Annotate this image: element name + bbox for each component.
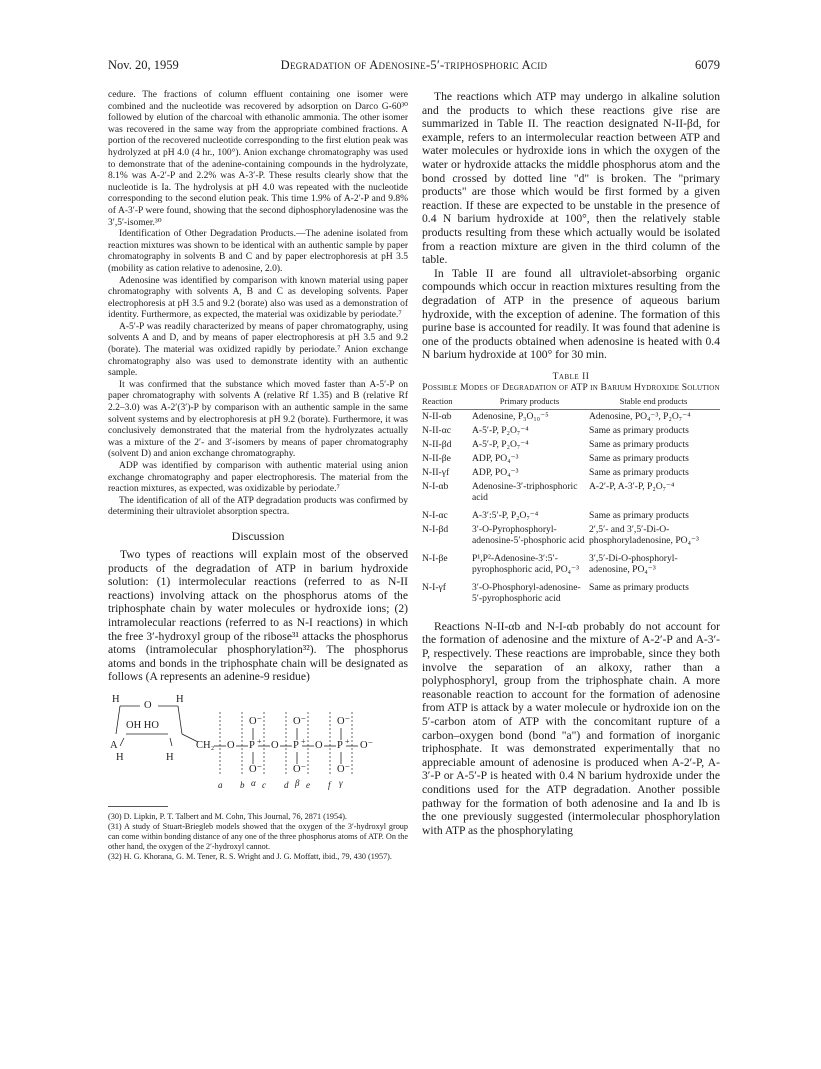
ring-h-bottom-left: H [116,751,124,763]
left-column [108,90,408,862]
cell-primary: 3′-O-Phosphoryl-adenosine-5′-pyrophosphoric acid [472,581,581,604]
bond-label-c: c [262,779,266,790]
cell-reaction: N-I-γf [422,581,446,593]
atom-o1: O [227,739,235,751]
p-beta-charge: + [301,736,306,746]
cell-reaction: N-II-αc [422,424,451,436]
table-row [422,509,720,523]
cell-primary: Adenosine, P₃O₁₀⁻⁵ [472,410,549,422]
cell-primary: A-5′-P, P₂O₇⁻⁴ [472,424,529,436]
gamma-bottom-oxygen: O⁻ [337,763,351,775]
paragraph-a2p-a3p: It was confirmed that the substance which moved faster than A-5′-P on paper chromatography with solvents A (relative Rf 1.35) and B (relative Rf 2.2–3.0) was A-2′(3′)-P by comparison with an authentic sample in the same solvent systems and by electrophoresis at pH 9.2 (borate). Furthermore, it was conclusively demonstrated that the material from the hydrolyzates actually was a mixture of the 2′- and 3′-isomers by means of paper chromatography (solvent D) and anion exchange chromatography. [108,379,408,460]
table-row [422,409,720,424]
footnote-31: (31) A study of Stuart-Briegleb models showed that the oxygen of the 3′-hydroxyl group can come within bonding distance of any one of the three phosphorus atoms of ATP. On the other hand, the oxygen of the 2′-hydroxyl cannot. [108,821,408,851]
beta-top-oxygen: O⁻ [293,715,307,727]
table-title: Table II [552,371,590,382]
header-stable-end-products: Stable end products [589,396,720,410]
footnote-rule [108,806,168,807]
cell-stable: Adenosine, PO₄⁻³, P₂O₇⁻⁴ [589,410,691,422]
atp-structure-diagram [108,688,408,798]
cell-primary: ADP, PO₄⁻³ [472,466,519,478]
table-row [422,581,720,610]
atom-p-alpha: P [249,739,255,751]
cell-stable: A-2′-P, A-3′-P, P₂O₇⁻⁴ [589,480,675,492]
alpha-bottom-oxygen: O⁻ [249,763,263,775]
cell-stable: 2′,5′- and 3′,5′-Di-O-phosphoryladenosine, PO₄⁻³ [589,523,699,546]
cell-stable: Same as primary products [589,466,689,478]
table-row [422,424,720,438]
table-row [422,466,720,480]
paragraph-adenosine: Adenosine was identified by comparison with known material using paper chromatography with solvents A, B and C as developing solvents. Paper electrophoresis at pH 3.5 and 9.2 (borate) also was used as a demonstration of identity. Furthermore, as expected, the material was oxidizable by periodate.⁷ [108,275,408,321]
phosphorus-label-alpha: α [251,777,256,788]
cell-reaction: N-I-βe [422,552,448,564]
beta-bottom-oxygen: O⁻ [293,763,307,775]
degradation-modes-table [422,396,720,610]
atom-p-gamma: P [337,739,343,751]
bond-label-d: d [284,779,289,790]
ring-h-top-right: H [176,693,184,705]
table-row [422,552,720,581]
cell-primary: P¹,P²-Adenosine-3′:5′-pyrophosphoric acid, PO₄⁻³ [472,552,579,575]
ch2-group: CH₂ [196,739,215,751]
ring-h-bottom-right: H [166,751,174,763]
cell-primary: A-5′-P, P₂O₇⁻⁴ [472,438,529,450]
bond-label-a: a [218,779,223,790]
gamma-top-oxygen: O⁻ [337,715,351,727]
paragraph-discussion: Two types of reactions will explain most of the observed products of the degradation of ATP in barium hydroxide solution: (1) intermolecular reactions (referred to as N-II reactions) involving attack on the phosphorus atoms of the triphosphate chain by water molecules or hydroxide ions; (2) intramolecular reactions (referred to as N-I reactions) in which the free 3′-hydroxyl group of the ribose³¹ attacks the phosphorus atoms (intramolecular phosphorylation³²). The phosphorus atoms and bonds in the triphosphate chain will be designated as follows (A represents an adenine-9 residue) [108,547,408,684]
paragraph-procedure: cedure. The fractions of column effluent containing one isomer were combined and the nucleotide was recovered by adsorption on Darco G-60³⁰ followed by elution of the charcoal with ethanolic ammonia. The other isomer was recovered in the same way from the appropriate combined fractions. A portion of the recovered nucleotide corresponding to the first elution peak was hydrolyzed at pH 4.0 (4 hr., 100°). Anion exchange chromatography was used to demonstrate that of the adenine-containing compounds in the hydrolyzate, 8.1% was A-2′-P and 2.2% was A-3′-P. These results clearly show that the nucleotide is Ia. The hydrolysis at pH 4.0 was repeated with the nucleotide corresponding to the second elution peak. This time 1.9% of A-2′-P and 9.8% of A-3′-P were found, showing that the second diphosphoryladenosine was the 3′,5′-isomer.³⁰ [108,90,408,228]
cell-reaction: N-I-αc [422,509,448,521]
cell-primary: 3′-O-Pyrophosphoryl-adenosine-5′-phosphoric acid [472,523,585,546]
table-header-row [422,396,720,410]
cell-reaction: N-II-βe [422,452,451,464]
table-row [422,438,720,452]
alpha-top-oxygen: O⁻ [249,715,263,727]
experimental-text [108,90,408,519]
paragraph-adenosine-formation: Reactions N-II-αb and N-I-αb probably do not account for the formation of adenosine and the mixture of A-2′-P and A-3′-P, respectively. These reactions are improbable, since they both involve the separation of an alkoxy, rather than a polyphosphoryl, group from the triphosphate chain. A more reasonable reaction to account for the formation of adenosine from ATP is attack by a water molecule or hydroxide ion on the 5′-carbon atom of ATP with the concomitant rupture of a carbon–oxygen bond (bond "a") and formation of inorganic triphosphate. It was demonstrated experimentally that no appreciable amount of adenosine is produced when A-2′-P, A-3′-P or A-5′-P is heated with 0.4 N barium hydroxide under the conditions used for the ATP degradation. Another possible pathway for the formation of both adenosine and Ia and Ib is the one previously suggested (intermolecular phosphorylation with ATP as the phosphorylating [422,619,720,837]
cell-primary: Adenosine-3′-triphosphoric acid [472,480,578,503]
atom-p-beta: P [293,739,299,751]
footnote-32: (32) H. G. Khorana, G. M. Tener, R. S. Wright and J. G. Moffatt, ibid., 79, 430 (1957). [108,851,392,861]
header-primary-products: Primary products [472,396,589,410]
header-page-number: 6079 [695,58,720,72]
bond-label-b: b [240,779,245,790]
cell-primary: A-3′:5′-P, P₂O₇⁻⁴ [472,509,539,521]
atom-o2: O [271,739,279,751]
ring-oxygen: O [144,699,152,711]
cell-stable: Same as primary products [589,424,689,436]
p-alpha-charge: + [257,736,262,746]
table-caption: Possible Modes of Degradation of ATP in Barium Hydroxide Solution [422,382,720,393]
paragraph-reactions-summary: The reactions which ATP may undergo in alkaline solution and the products to which these reactions give rise are summarized in Table II. The reaction designated N-II-βd, for example, refers to an intermolecular reaction between ATP and water molecules or hydroxide ions in which the oxygen of the water or hydroxide attacks the middle phosphorus atom and the bond crossed by dotted line "d" is broken. The "primary products" are those which would be first formed by a given reaction. If these are expected to be unstable in the presence of 0.4 N barium hydroxide at 100°, then the relatively stable products resulting from these which actually would be isolated from a reaction mixture are given in the third column of the table. [422,90,720,267]
cell-stable: 3′,5′-Di-O-phosphoryl-adenosine, PO₄⁻³ [589,552,678,575]
section-heading-discussion: Discussion [231,528,285,543]
table-row [422,523,720,552]
paragraph-other-products: Identification of Other Degradation Products.—The adenine isolated from reaction mixtures was shown to be identical with an authentic sample by paper chromatography in solvents B and C and by paper electrophoresis at pH 3.5 (mobility as cation relative to adenosine, 2.0). [108,229,408,274]
bond-label-f: f [328,779,331,790]
right-column [422,90,720,837]
terminal-oxygen: O⁻ [360,739,374,751]
phosphorus-label-gamma: γ [339,777,343,788]
paragraph-a5p: A-5′-P was readily characterized by means of paper chromatography, using solvents A and D, and by means of paper electrophoresis at pH 3.5 and 9.2 (borate). The material was oxidized rapidly by periodate.⁷ Anion exchange chromatography also was used to demonstrate identity with an authentic sample. [108,321,408,379]
cell-stable: Same as primary products [589,509,689,521]
paragraph-adp: ADP was identified by comparison with authentic material using anion exchange chromatography and paper electrophoresis. The material from the reaction mixtures, as expected, was oxidizable by periodate.⁷ [108,461,408,495]
header-reaction: Reaction [422,396,472,410]
bond-label-e: e [306,779,310,790]
atom-o3: O [315,739,323,751]
running-header [108,58,720,74]
p-gamma-charge: + [345,736,350,746]
adenine-label: A [110,739,118,751]
cell-reaction: N-II-αb [422,410,452,422]
phosphorus-label-beta: β [295,777,300,788]
cell-stable: Same as primary products [589,452,689,464]
cell-stable: Same as primary products [589,438,689,450]
table-row [422,480,720,509]
cell-reaction: N-II-γf [422,466,450,478]
cell-reaction: N-I-βd [422,523,449,535]
ring-oh-ho: OH HO [126,719,159,731]
paragraph-uv-spectra: The identification of all of the ATP degradation products was confirmed by determining their ultraviolet absorption spectra. [108,495,408,518]
header-date: Nov. 20, 1959 [108,58,179,72]
paragraph-uv-compounds: In Table II are found all ultraviolet-absorbing organic compounds which occur in reaction mixtures resulting from the degradation of ATP in the presence of aqueous barium hydroxide, with the exception of adenine. The formation of this purine base is accounted for readily. It was found that adenine is one of the products obtained when adenosine is heated with 0.4 N barium hydroxide at 100° for 30 min. [422,266,721,362]
cell-reaction: N-I-αb [422,480,449,492]
ring-h-top-left: H [112,693,120,705]
cell-reaction: N-II-βd [422,438,452,450]
cell-primary: ADP, PO₄⁻³ [472,452,519,464]
cell-stable: Same as primary products [589,581,689,593]
footnote-30: (30) D. Lipkin, P. T. Talbert and M. Cohn, This Journal, 76, 2871 (1954). [108,811,347,821]
table-row [422,452,720,466]
header-title: Degradation of Adenosine-5′-triphosphoric Acid [280,58,548,72]
